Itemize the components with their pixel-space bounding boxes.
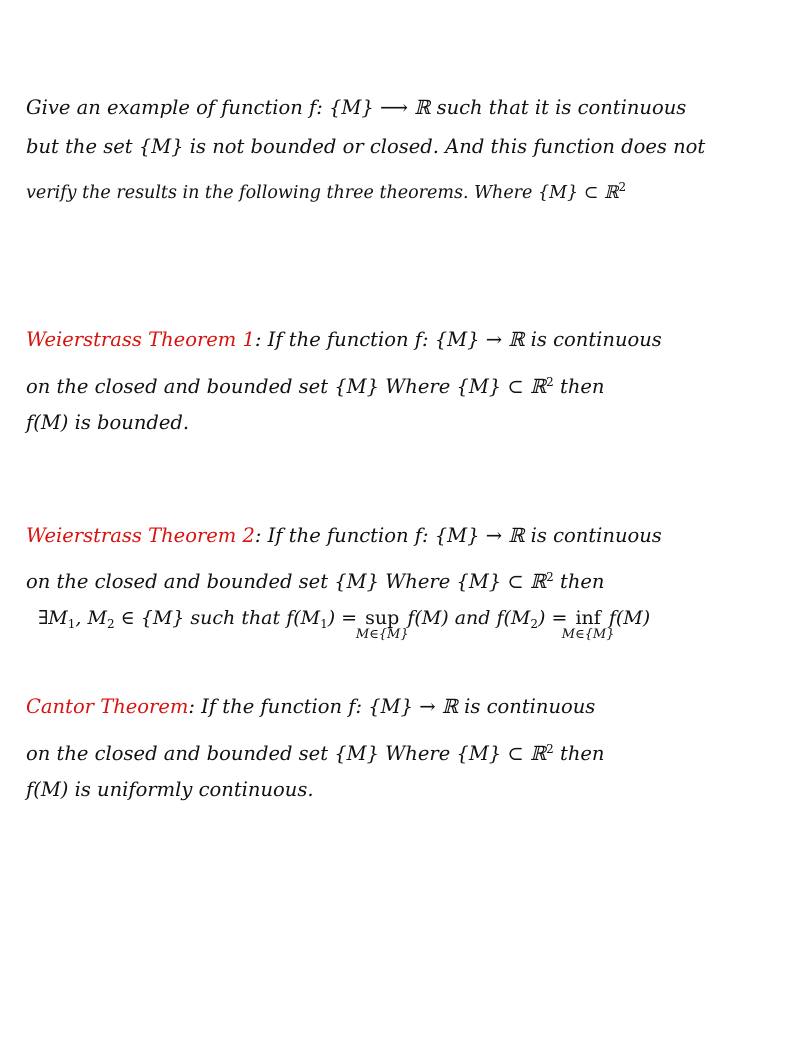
inf-operator-subscript: M∈{M}	[561, 627, 615, 642]
theorem3-line-2-tail: then	[553, 742, 605, 765]
theorem2-name: Weierstrass Theorem 2	[26, 524, 255, 547]
theorem1-line-2-exponent: 2	[546, 375, 554, 389]
inf-operator-label: inf	[575, 607, 601, 629]
question-line-2	[26, 135, 705, 159]
theorem2-line-3-part-d: ) =	[327, 607, 364, 629]
theorem2-line-3	[38, 606, 651, 642]
theorem3-line-2-text: on the closed and bounded set {M} Where {M} ⊂ ℝ	[26, 742, 547, 765]
theorem1-line-1	[26, 328, 662, 352]
inf-operator	[561, 606, 615, 642]
theorem2-line-2	[26, 565, 605, 594]
theorem2-line-3-sub-3: 1	[320, 617, 328, 631]
theorem1-name: Weierstrass Theorem 1	[26, 328, 255, 351]
theorem3-line-1-text: : If the function f: {M} → ℝ is continuous	[188, 695, 596, 718]
theorem2-line-3-part-b: , M	[75, 607, 107, 629]
theorem3-line-1	[26, 695, 595, 719]
theorem3-name: Cantor Theorem	[26, 695, 189, 718]
theorem2-line-2-exponent: 2	[546, 570, 554, 584]
question-line-3	[26, 175, 626, 205]
theorem2-line-1	[26, 524, 662, 548]
sup-operator	[355, 606, 409, 642]
theorem1-line-3	[26, 411, 189, 435]
theorem3-line-2-exponent: 2	[546, 742, 554, 756]
theorem2-line-3-part-c: ∈ {M} such that f(M	[114, 607, 321, 629]
sup-operator-subscript: M∈{M}	[355, 627, 409, 642]
theorem2-line-2-text: on the closed and bounded set {M} Where {M} ⊂ ℝ	[26, 570, 547, 593]
theorem2-line-3-sub-4: 2	[530, 617, 539, 631]
question-line-3-exponent: 2	[618, 180, 627, 194]
theorem2-line-3-sub-2: 2	[106, 617, 115, 631]
theorem2-line-3-sub-1: 1	[67, 617, 76, 631]
theorem2-line-2-tail: then	[553, 570, 605, 593]
theorem2-line-1-text: : If the function f: {M} → ℝ is continuous	[254, 524, 662, 547]
theorem1-line-2	[26, 370, 605, 399]
theorem1-line-3-text: f(M) is bounded.	[26, 411, 190, 434]
question-line-3-text: verify the results in the following three theorems. Where {M} ⊂ ℝ	[26, 183, 619, 203]
theorem2-line-3-part-e: f(M) and f(M	[401, 607, 531, 629]
theorem1-line-2-tail: then	[553, 375, 605, 398]
theorem1-line-2-text: on the closed and bounded set {M} Where {M} ⊂ ℝ	[26, 375, 547, 398]
theorem2-line-3-part-g: f(M)	[602, 607, 651, 629]
sup-operator-label: sup	[365, 607, 400, 629]
theorem3-line-3	[26, 778, 314, 802]
question-line-1	[26, 96, 686, 120]
theorem2-line-3-part-a: ∃M	[38, 607, 68, 629]
theorem3-line-3-text: f(M) is uniformly continuous.	[26, 778, 314, 801]
theorem2-line-3-part-f: ) =	[538, 607, 574, 629]
question-line-1-text: Give an example of function f: {M} ⟶ ℝ such that it is continuous	[26, 96, 687, 119]
question-line-2-text: but the set {M} is not bounded or closed. And this function does not	[26, 135, 706, 158]
theorem1-line-1-text: : If the function f: {M} → ℝ is continuous	[254, 328, 662, 351]
theorem3-line-2	[26, 737, 605, 766]
